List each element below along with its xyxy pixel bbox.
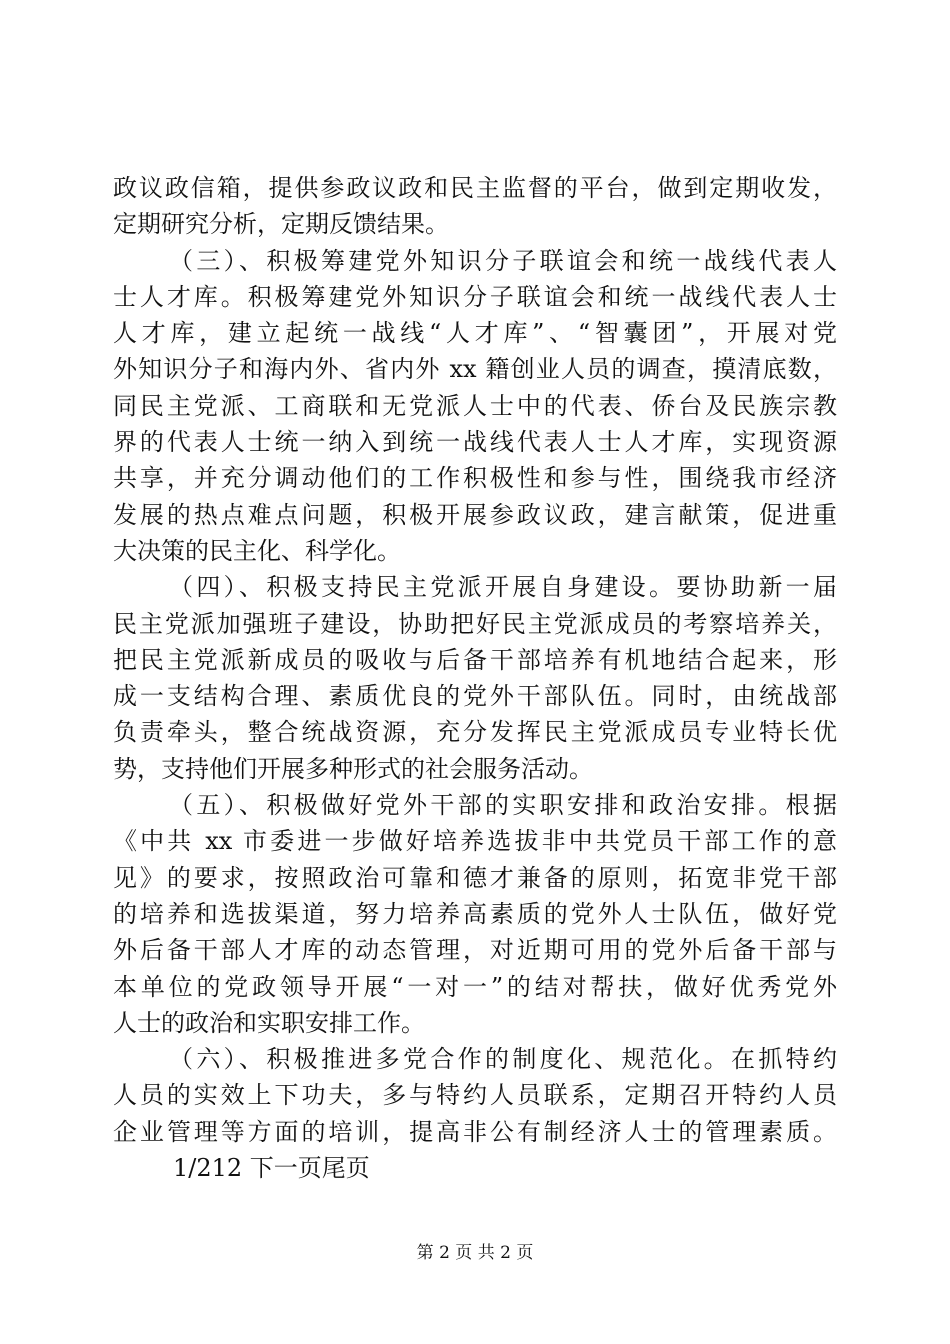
text-line: 《中共 xx 市委进一步做好培养选拔非中共党员干部工作的意 xyxy=(113,827,837,856)
text-line: 大决策的民主化、科学化。 xyxy=(113,536,401,565)
text-line: 民主党派加强班子建设，协助把好民主党派成员的考察培养关， xyxy=(113,609,837,638)
text-line: 人员的实效上下功夫，多与特约人员联系，定期召开特约人员 xyxy=(113,1081,837,1110)
text-line: 本单位的党政领导开展“一对一”的结对帮扶，做好优秀党外 xyxy=(113,972,837,1001)
text-line: 外知识分子和海内外、省内外 xx 籍创业人员的调查，摸清底数， xyxy=(113,355,837,384)
text-line: 外后备干部人才库的动态管理，对近期可用的党外后备干部与 xyxy=(113,936,837,965)
paragraph-heading-3: （三）、积极筹建党外知识分子联谊会和统一战线代表人 xyxy=(169,246,837,275)
text-line: 政议政信箱，提供参政议政和民主监督的平台，做到定期收发， xyxy=(113,174,837,202)
text-line: 同民主党派、工商联和无党派人士中的代表、侨台及民族宗教 xyxy=(113,391,837,420)
text-line: 共享，并充分调动他们的工作积极性和参与性，围绕我市经济 xyxy=(113,464,837,493)
text-line: 势，支持他们开展多种形式的社会服务活动。 xyxy=(113,754,593,783)
text-line: 发展的热点难点问题，积极开展参政议政，建言献策，促进重 xyxy=(113,500,837,529)
text-line: 人才库，建立起统一战线“人才库”、“智囊团”，开展对党 xyxy=(113,319,837,348)
pagination-links[interactable]: 1/212 下一页尾页 xyxy=(173,1154,370,1183)
text-line: 成一支结构合理、素质优良的党外干部队伍。同时，由统战部 xyxy=(113,682,837,711)
paragraph-heading-4: （四）、积极支持民主党派开展自身建设。要协助新一届 xyxy=(169,573,837,602)
text-line: 定期研究分析，定期反馈结果。 xyxy=(113,210,449,239)
text-line: 企业管理等方面的培训，提高非公有制经济人士的管理素质。 xyxy=(113,1117,837,1146)
page-footer: 第 2 页 共 2 页 xyxy=(416,1243,534,1263)
document-body xyxy=(113,170,837,1186)
text-line: 界的代表人士统一纳入到统一战线代表人士人才库，实现资源 xyxy=(113,428,837,457)
text-line: 士人才库。积极筹建党外知识分子联谊会和统一战线代表人士 xyxy=(113,282,837,311)
text-line: 人士的政治和实职安排工作。 xyxy=(113,1008,425,1037)
text-line: 负责牵头，整合统战资源，充分发挥民主党派成员专业特长优 xyxy=(113,718,837,747)
paragraph-heading-5: （五）、积极做好党外干部的实职安排和政治安排。根据 xyxy=(169,791,837,820)
text-line: 见》的要求，按照政治可靠和德才兼备的原则，拓宽非党干部 xyxy=(113,863,837,892)
text-line: 的培养和选拔渠道，努力培养高素质的党外人士队伍，做好党 xyxy=(113,899,837,928)
text-line: 把民主党派新成员的吸收与后备干部培养有机地结合起来，形 xyxy=(113,645,837,674)
paragraph-heading-6: （六）、积极推进多党合作的制度化、规范化。在抓特约 xyxy=(169,1045,837,1074)
